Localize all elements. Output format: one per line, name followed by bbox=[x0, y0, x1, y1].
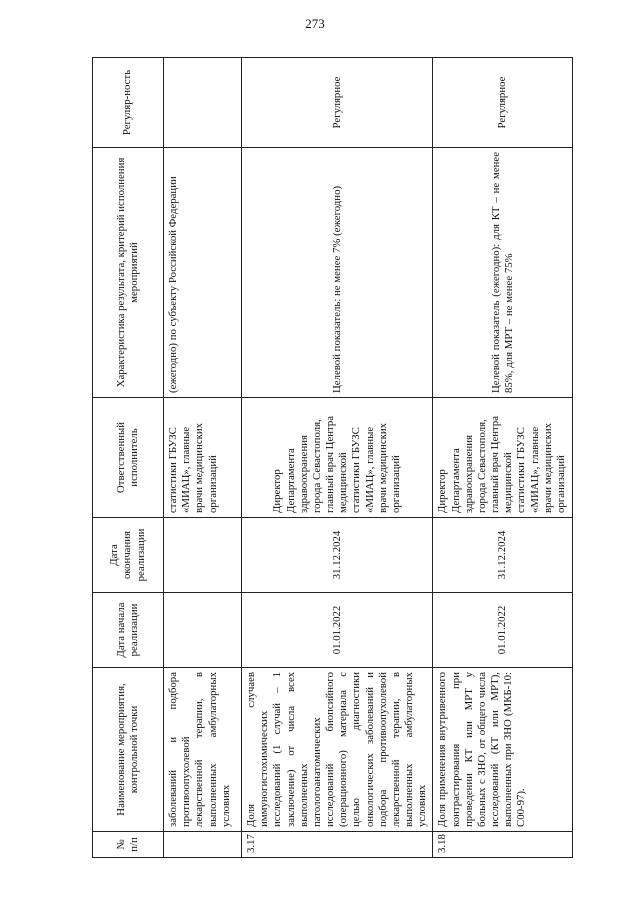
header-regularity: Регуляр-ность bbox=[93, 58, 164, 148]
cell-name: Доля случаев иммуногистохимических исследований (1 случай – 1 заключение) от числа всех выполненных патологоанатомических исследований биопсийного (операционного) материала с целью диагностики онкологических заболеваний и подбора противоопухолевой лекарственной терапии, в выполненных амбулаторных условиях bbox=[242, 668, 433, 832]
cell-start: 01.01.2022 bbox=[433, 593, 573, 668]
header-end: Дата окончания реализации bbox=[93, 518, 164, 593]
cell-result: Целевой показатель (ежегодно): для КТ – не менее 85%, для МРТ – не менее 75% bbox=[433, 148, 573, 398]
cell-end: 31.12.2024 bbox=[242, 518, 433, 593]
header-responsible: Ответственный исполнитель bbox=[93, 398, 164, 518]
activities-table bbox=[92, 57, 573, 858]
table-rotated-content bbox=[92, 58, 567, 858]
cell-regularity bbox=[164, 58, 242, 148]
header-num: № п/п bbox=[93, 832, 164, 858]
cell-num: 3.18 bbox=[433, 832, 573, 858]
cell-end: 31.12.2024 bbox=[433, 518, 573, 593]
header-name: Наименование мероприятия, контрольной точки bbox=[93, 668, 164, 832]
header-start: Дата начала реализации bbox=[93, 593, 164, 668]
cell-regularity: Регулярное bbox=[242, 58, 433, 148]
cell-num: 3.17 bbox=[242, 832, 433, 858]
table-rotation-frame bbox=[92, 58, 567, 858]
table-row-3-17 bbox=[242, 58, 433, 858]
cell-responsible: Директор Департамента здравоохранения города Севастополя, главный врач Центра медицинской статистики ГБУЗС «МИАЦ», главные врачи медицинских организаций bbox=[433, 398, 573, 518]
header-result: Характеристика результата, критерий исполнения мероприятий bbox=[93, 148, 164, 398]
cell-result: Целевой показатель: не менее 7% (ежегодно) bbox=[242, 148, 433, 398]
table-header-row bbox=[93, 58, 164, 858]
cell-name: заболеваний и подбора противоопухолевой лекарственной терапии, в выполненных амбулаторных условиях bbox=[164, 668, 242, 832]
page-number: 273 bbox=[305, 16, 325, 31]
cell-start bbox=[164, 593, 242, 668]
table-row-continuation bbox=[164, 58, 242, 858]
cell-num bbox=[164, 832, 242, 858]
cell-responsible: статистики ГБУЗС «МИАЦ», главные врачи медицинских организаций bbox=[164, 398, 242, 518]
cell-result: (ежегодно) по субъекту Российской Федерации bbox=[164, 148, 242, 398]
cell-regularity: Регулярное bbox=[433, 58, 573, 148]
cell-end bbox=[164, 518, 242, 593]
table-row-3-18 bbox=[433, 58, 573, 858]
cell-responsible: Директор Департамента здравоохранения города Севастополя, главный врач Центра медицинской статистики ГБУЗС «МИАЦ», главные врачи медицинских организаций bbox=[242, 398, 433, 518]
cell-name: Доля применения внутривенного контрастирования при проведении КТ или МРТ у больных с ЗНО, от общего числа исследований (КТ или МРТ), выполненных при ЗНО (МКБ-10: С00-97). bbox=[433, 668, 573, 832]
cell-start: 01.01.2022 bbox=[242, 593, 433, 668]
